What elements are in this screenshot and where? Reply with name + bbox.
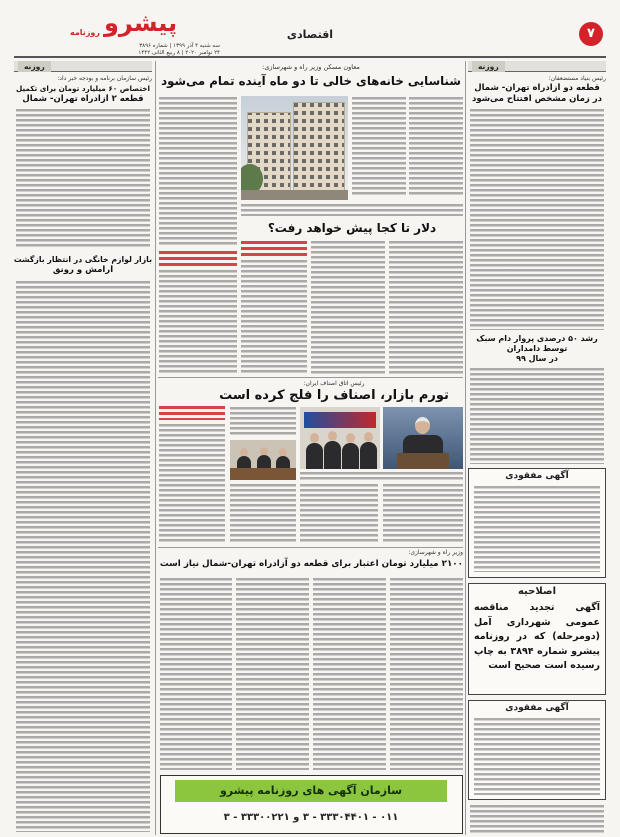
- ad-office-banner: [160, 775, 463, 834]
- section-title: اقتصادی: [286, 28, 334, 41]
- freeway-story-body-col-3: [236, 578, 309, 770]
- photo-group-person-4: [360, 442, 377, 469]
- lead-story-body-col-3: [159, 97, 237, 247]
- lead-story-kicker: معاون مسکن وزیر راه و شهرسازی:: [262, 63, 360, 71]
- lost-notice-1-title: آگهی مفقودی: [505, 471, 569, 481]
- correction-notice-title: اصلاحیه: [517, 586, 557, 597]
- lost-notice-1: [468, 468, 606, 578]
- right-story-2-body-text: [470, 368, 604, 464]
- photo-group-banner: [304, 412, 376, 428]
- masthead-rule: [14, 56, 606, 58]
- dollar-story-red-subhead-1: [241, 241, 307, 256]
- photo-guild-group: [300, 407, 380, 469]
- column-rule-left: [155, 61, 156, 835]
- guild-story-kicker: رئیس اتاق اصناف ایران:: [303, 380, 365, 387]
- photo-group-head-2: [328, 431, 337, 441]
- left-story-1-kicker: رئیس سازمان برنامه و بودجه خبر داد:: [57, 75, 152, 82]
- photo-group-person-1: [306, 443, 323, 469]
- freeway-story-body-col-4: [160, 578, 232, 770]
- lead-story-body-col-2: [352, 97, 406, 197]
- photo-building-right: [293, 102, 345, 192]
- ad-office-title: سازمان آگهی های روزنامه پیشرو: [175, 780, 447, 802]
- photo-group-head-3: [346, 433, 355, 443]
- left-story-1-body-text: [16, 109, 150, 249]
- photo-meeting-table: [230, 468, 296, 480]
- dollar-story-body-col-3: [389, 241, 463, 374]
- issue-date-line-2: ۲۴ نوامبر ۲۰۲۰ | ۸ ربیع الثانی ۱۴۴۲: [138, 50, 220, 56]
- freeway-story-kicker: وزیر راه و شهرسازی:: [408, 549, 463, 556]
- left-story-1-headline-line-1: اختصاص ۶۰ میلیارد تومان برای تکمیل: [15, 84, 151, 93]
- lost-notice-1-body: [474, 486, 600, 572]
- ad-office-phones: ۰۱۱ - ۳۳۳۰۴۴۰۱ - ۳ و ۳۳۳۰۰۲۲۱ - ۳: [223, 812, 399, 823]
- lead-story-headline: شناسایی خانه‌های خالی تا دو ماه آینده تمام می‌شود: [161, 74, 461, 88]
- guild-story-body-col-3: [300, 484, 378, 544]
- guild-story-body-col-1: [230, 407, 296, 437]
- right-story-1-headline-line-1: قطعه دو آزادراه تهران- شمال: [474, 83, 600, 93]
- lost-notice-2-body: [474, 718, 600, 795]
- section-rule-1: [158, 377, 463, 378]
- right-story-2-headline-line-2: توسط دامداران: [506, 344, 568, 353]
- section-rule-2: [158, 547, 463, 548]
- right-story-1-kicker: رئیس بنیاد مستضعفان:: [548, 75, 606, 82]
- guild-photo-captions: [300, 472, 463, 480]
- guild-side-red-subhead: [159, 406, 225, 420]
- guild-story-headline: تورم بازار، اصناف را فلج کرده است: [219, 388, 449, 403]
- guild-story-body-col-4: [383, 484, 463, 544]
- right-story-1-headline-line-2: در زمان مشخص افتتاح می‌شود: [472, 94, 602, 104]
- dollar-story-headline: دلار تا کجا پیش خواهد رفت؟: [267, 221, 437, 235]
- right-story-2-headline-line-1: رشد ۵۰ درصدی پروار دام سبک: [476, 334, 598, 343]
- photo-speaker-head: [415, 417, 430, 434]
- left-column-tag-bar: [14, 61, 152, 72]
- newspaper-logo: [70, 8, 178, 44]
- lost-notice-2-title: آگهی مفقودی: [505, 703, 569, 713]
- photo-guild-speaker: [383, 407, 463, 469]
- left-story-2-headline-line-2: آرامش و رونق: [52, 265, 114, 275]
- logo-word: پیشرو: [104, 9, 178, 37]
- photo-group-person-2: [324, 441, 341, 469]
- left-column-tag: روزنه: [18, 61, 51, 72]
- right-column-tag-bar: [468, 61, 606, 72]
- freeway-story-body-col-1: [390, 578, 463, 770]
- freeway-story-headline: ۲۱۰۰ میلیارد تومان اعتبار برای قطعه دو آزادراه تهران-شمال نیاز است: [160, 559, 463, 569]
- guild-side-body-text: [159, 424, 225, 544]
- left-story-2-headline-line-1: بازار لوازم خانگی در انتظار بازگشت: [14, 255, 152, 264]
- left-story-1-headline-line-2: قطعه ۲ آزادراه تهران- شمال: [22, 94, 144, 104]
- page-number: ۷: [587, 26, 595, 41]
- correction-notice-body: آگهی تجدید مناقصه عمومی شهرداری آمل (دومرحله) که در روزنامه پیشرو شماره ۳۸۹۴ به چاپ رسیده است صحیح است: [474, 602, 600, 671]
- photo-residential-buildings: [241, 96, 348, 200]
- right-story-1-body-text: [470, 109, 604, 330]
- correction-notice: [468, 583, 606, 695]
- lost-notice-2: [468, 700, 606, 800]
- left-story-2-body-text: [16, 281, 150, 832]
- dollar-story-red-subhead-2: [159, 251, 237, 266]
- photo-guild-meeting: [230, 440, 296, 480]
- dollar-story-body-col-4: [159, 270, 237, 374]
- freeway-story-body-col-2: [313, 578, 386, 770]
- photo-group-person-3: [342, 443, 359, 469]
- photo-group-head-1: [310, 433, 319, 443]
- lead-story-caption-text: [241, 204, 463, 216]
- right-column-tag: روزنه: [472, 61, 505, 72]
- issue-date-line-1: سه شنبه ۴ آذر ۱۳۹۹ | شماره ۳۸۹۶: [139, 43, 220, 49]
- dollar-story-body-col-1: [241, 260, 307, 374]
- issue-date-block: [70, 43, 220, 57]
- right-story-2-headline-line-3: در سال ۹۹: [516, 354, 558, 363]
- column-rule-right: [465, 61, 466, 835]
- page-number-badge: [579, 22, 603, 46]
- photo-ground: [241, 190, 348, 200]
- photo-speaker-podium: [397, 453, 449, 469]
- logo-prefix: روزنامه: [70, 28, 100, 37]
- lead-story-body-col-1: [409, 97, 463, 197]
- right-column-footer-text: [470, 805, 604, 834]
- guild-story-body-col-2: [230, 484, 296, 544]
- dollar-story-body-col-2: [311, 241, 385, 374]
- photo-group-head-4: [364, 432, 373, 442]
